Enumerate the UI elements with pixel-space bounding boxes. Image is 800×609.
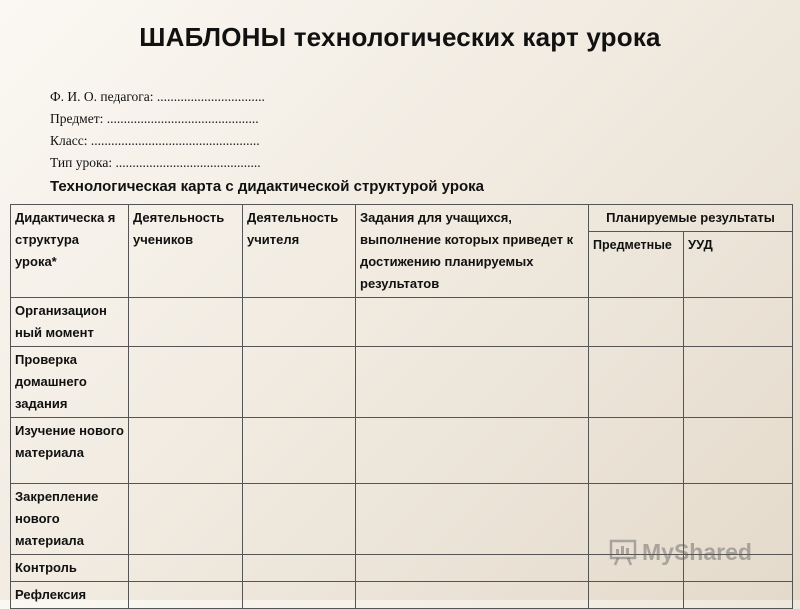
empty-cell bbox=[129, 555, 243, 582]
empty-cell bbox=[684, 582, 793, 609]
header-structure: Дидактическа я структура урока* bbox=[11, 205, 129, 298]
stage-cell: Изучение нового материала bbox=[11, 418, 129, 484]
empty-cell bbox=[129, 298, 243, 347]
empty-cell bbox=[243, 582, 356, 609]
stage-cell: Закрепление нового материала bbox=[11, 484, 129, 555]
empty-cell bbox=[356, 582, 589, 609]
empty-cell bbox=[129, 484, 243, 555]
stage-cell: Рефлексия bbox=[11, 582, 129, 609]
empty-cell bbox=[356, 418, 589, 484]
empty-cell bbox=[589, 298, 684, 347]
header-teacher: Деятельность учителя bbox=[243, 205, 356, 298]
table-subtitle: Технологическая карта с дидактической структурой урока bbox=[50, 178, 484, 195]
empty-cell bbox=[589, 347, 684, 418]
header-subject-results: Предметные bbox=[589, 232, 684, 298]
empty-cell bbox=[684, 298, 793, 347]
empty-cell bbox=[129, 418, 243, 484]
empty-cell bbox=[243, 418, 356, 484]
empty-cell bbox=[589, 582, 684, 609]
class-field: Класс: .................................................. bbox=[50, 133, 260, 148]
empty-cell bbox=[684, 347, 793, 418]
table-row bbox=[11, 298, 793, 347]
lesson-type-field: Тип урока: ........................................... bbox=[50, 155, 261, 170]
header-results: Планируемые результаты bbox=[589, 205, 793, 232]
empty-cell bbox=[684, 418, 793, 484]
empty-cell bbox=[243, 555, 356, 582]
empty-cell bbox=[356, 555, 589, 582]
empty-cell bbox=[129, 582, 243, 609]
stage-cell: Проверка домашнего задания bbox=[11, 347, 129, 418]
presentation-board-icon bbox=[608, 537, 638, 567]
empty-cell bbox=[356, 484, 589, 555]
header-students: Деятельность учеников bbox=[129, 205, 243, 298]
empty-cell bbox=[589, 418, 684, 484]
table-row bbox=[11, 347, 793, 418]
empty-cell bbox=[243, 484, 356, 555]
empty-cell bbox=[129, 347, 243, 418]
empty-cell bbox=[243, 298, 356, 347]
header-tasks: Задания для учащихся, выполнение которых приведет к достижению планируемых результатов bbox=[356, 205, 589, 298]
stage-cell: Организацион ный момент bbox=[11, 298, 129, 347]
table-row bbox=[11, 582, 793, 609]
empty-cell bbox=[356, 298, 589, 347]
watermark bbox=[608, 537, 752, 567]
table-row bbox=[11, 418, 793, 484]
empty-cell bbox=[356, 347, 589, 418]
header-uud: УУД bbox=[684, 232, 793, 298]
subject-field: Предмет: ............................................. bbox=[50, 111, 259, 126]
stage-cell: Контроль bbox=[11, 555, 129, 582]
empty-cell bbox=[243, 347, 356, 418]
watermark-text: MyShared bbox=[642, 538, 752, 565]
header-fields bbox=[50, 86, 265, 174]
header-row bbox=[11, 205, 793, 232]
page-title: ШАБЛОНЫ технологических карт урока bbox=[139, 22, 661, 52]
teacher-field: Ф. И. О. педагога: ................................ bbox=[50, 89, 265, 104]
